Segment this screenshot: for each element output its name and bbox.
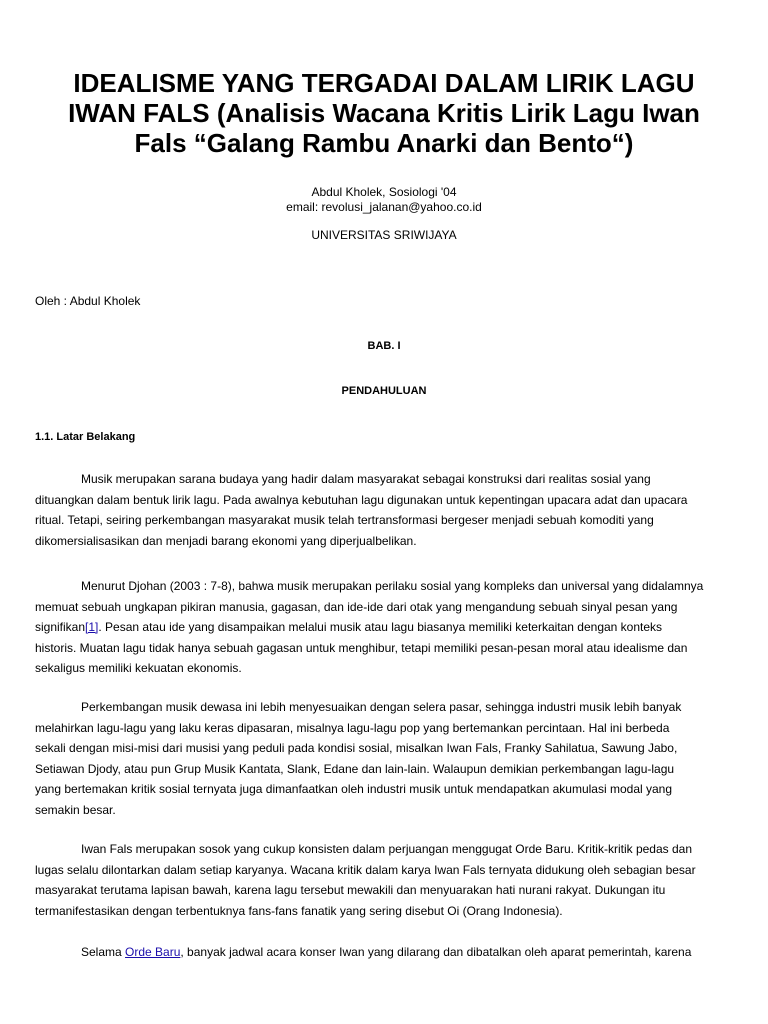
text-line: historis. Muatan lagu tidak hanya sebuah gagasan untuk menghibur, tetapi memiliki pesan-pesan moral atau idealisme dan bbox=[35, 640, 688, 655]
text-line: Menurut Djohan (2003 : 7-8), bahwa musik merupakan perilaku sosial yang kompleks dan universal yang didalamnya bbox=[81, 579, 704, 593]
title-line: IDEALISME YANG TERGADAI DALAM LIRIK LAGU bbox=[73, 68, 695, 98]
text-line: sekali dengan misi-misi dari musisi yang peduli pada kondisi sosial, misalkan Iwan Fals, Franky Sahilatua, Sawung Jabo, bbox=[35, 741, 678, 755]
paragraph-3 bbox=[35, 697, 735, 820]
footnote-link[interactable]: [1] bbox=[85, 620, 99, 634]
chapter-label: BAB. I bbox=[367, 340, 401, 352]
text-line: termanifestasikan dengan terbentuknya fans-fans fanatik yang sering disebut Oi (Orang Indonesia). bbox=[35, 903, 563, 918]
text-line: dikomersialisasikan dan menjadi barang ekonomi yang diperjualbelikan. bbox=[35, 533, 417, 548]
university-name: UNIVERSITAS SRIWIJAYA bbox=[311, 228, 457, 242]
text-line: semakin besar. bbox=[35, 802, 116, 817]
text-fragment: . Pesan atau ide yang disampaikan melalui musik atau lagu biasanya memiliki keterkaitan dengan konteks bbox=[98, 620, 663, 634]
title-line: Fals “Galang Rambu Anarki dan Bento“) bbox=[134, 128, 634, 158]
paragraph-5 bbox=[35, 942, 735, 963]
text-line: melahirkan lagu-lagu yang laku keras dipasaran, misalnya lagu-lagu pop yang bertemankan percintaan. Hal ini berbeda bbox=[35, 720, 670, 735]
text-fragment: Selama bbox=[81, 945, 126, 959]
paragraph-4 bbox=[35, 839, 735, 921]
text-line: lugas selalu dilontarkan dalam setiap karyanya. Wacana kritik dalam karya Iwan Fals ternyata didukung oleh sebagian besar bbox=[35, 862, 696, 877]
text-line: Perkembangan musik dewasa ini lebih menyesuaikan dengan selera pasar, sehingga industri musik lebih banyak bbox=[81, 700, 682, 714]
author-name: Abdul Kholek, Sosiologi '04 bbox=[311, 185, 457, 199]
byline: Oleh : Abdul Kholek bbox=[35, 294, 141, 308]
text-line: ritual. Tetapi, seiring perkembangan masyarakat musik telah tertransformasi bergeser menjadi sebuah komoditi yang bbox=[35, 513, 654, 527]
section-heading: 1.1. Latar Belakang bbox=[35, 431, 136, 443]
chapter-title: PENDAHULUAN bbox=[341, 385, 427, 397]
document-title bbox=[30, 68, 738, 158]
text-line: Setiawan Djody, atau pun Grup Musik Kantata, Slank, Edane dan lain-lain. Walaupun demikian perkembangan lagu-lagu bbox=[35, 761, 675, 776]
author-email: email: revolusi_jalanan@yahoo.co.id bbox=[286, 200, 482, 214]
text-line: sekaligus memiliki kekuatan ekonomis. bbox=[35, 661, 242, 675]
text-line: yang bertemakan kritik sosial ternyata juga dimanfaatkan oleh industri musik untuk mendapatkan akumulasi modal yang bbox=[35, 782, 673, 796]
paragraph-2 bbox=[35, 576, 735, 679]
text-line bbox=[35, 617, 735, 638]
paragraph-1 bbox=[35, 469, 735, 551]
orde-baru-link[interactable]: Orde Baru bbox=[125, 945, 181, 959]
text-line: masyarakat terutama lapisan bawah, karena lagu tersebut mewakili dan menyuarakan hati nurani rakyat. Dukungan itu bbox=[35, 883, 666, 897]
text-line: Musik merupakan sarana budaya yang hadir dalam masyarakat sebagai konstruksi dari realitas sosial yang bbox=[81, 472, 651, 486]
text-line bbox=[35, 942, 735, 963]
author-info bbox=[0, 185, 768, 215]
text-line: Iwan Fals merupakan sosok yang cukup konsisten dalam perjuangan menggugat Orde Baru. Kritik-kritik pedas dan bbox=[81, 842, 692, 856]
text-line: memuat sebuah ungkapan pikiran manusia, gagasan, dan ide-ide dari otak yang mengandung sebuah sinyal pesan yang bbox=[35, 599, 678, 614]
title-line: IWAN FALS (Analisis Wacana Kritis Lirik Lagu Iwan bbox=[68, 98, 700, 128]
text-fragment: , banyak jadwal acara konser Iwan yang dilarang dan dibatalkan oleh aparat pemerintah, karena bbox=[180, 945, 692, 959]
text-fragment: signifikan bbox=[35, 620, 86, 634]
text-line: dituangkan dalam bentuk lirik lagu. Pada awalnya kebutuhan lagu digunakan untuk kepentingan upacara adat dan upacara bbox=[35, 492, 688, 507]
